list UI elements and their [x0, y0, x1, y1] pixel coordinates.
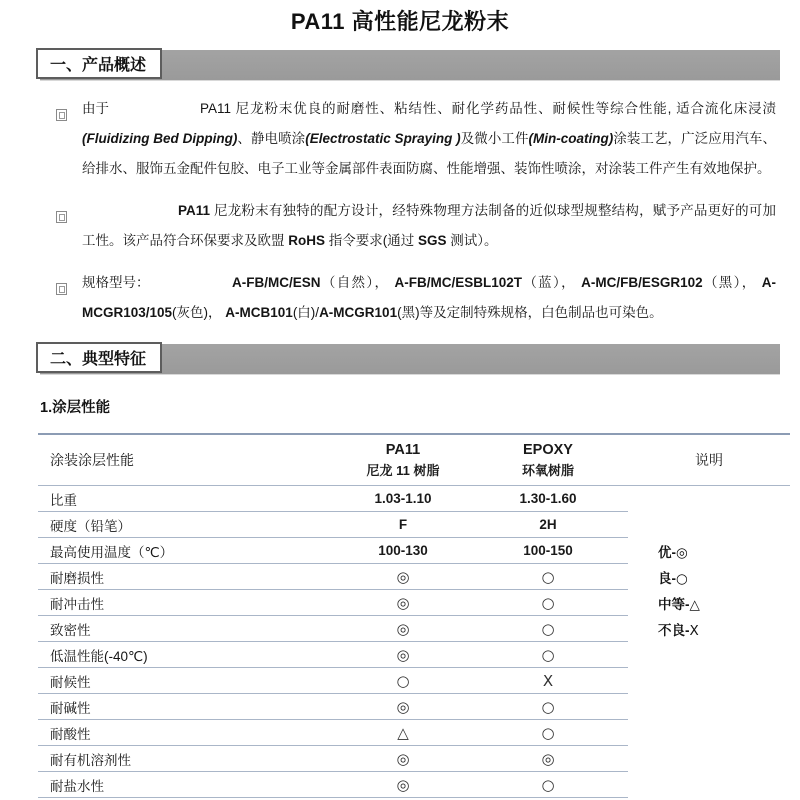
square-bullet-icon [56, 196, 82, 256]
row-value-pa11: 100-130 [338, 538, 468, 564]
header-epoxy-line2: 环氧树脂 [521, 463, 574, 479]
header-note: 说明 [628, 434, 790, 486]
row-value-epoxy: 100-150 [468, 538, 628, 564]
header-pa11-line1: PA11 [385, 441, 421, 458]
legend-cell [628, 746, 790, 772]
para3-seg11: (黑)等及定制特殊规格，白色制品也可染色。 [397, 305, 663, 320]
row-value-epoxy: ○ [468, 694, 628, 720]
header-pa11 [338, 434, 468, 486]
row-property-label: 耐酸性 [38, 720, 338, 746]
para1-seg0: PA11 尼龙粉末优良的耐磨性、粘结性、耐化学药品性、耐候性等综合性能, 适合流化床浸渍 [200, 101, 776, 116]
section-title-1: 一、产品概述 [36, 48, 162, 79]
para3-seg9: (白)/ [292, 305, 320, 320]
legend-cell [628, 512, 790, 538]
coating-performance-table [38, 433, 790, 798]
row-property-label: 耐碱性 [38, 694, 338, 720]
legend-symbol: ◎ [676, 544, 688, 561]
legend-label: 不良- [658, 622, 690, 638]
legend-label: 中等- [658, 596, 690, 612]
legend-symbol: X [689, 622, 699, 639]
para1-seg3: (Electrostatic Spraying ) [305, 131, 461, 146]
square-bullet-icon [56, 94, 82, 184]
para2-seg0: PA11 [178, 203, 211, 218]
legend-label: 良- [658, 570, 676, 586]
table-row [38, 616, 790, 642]
row-property-label: 低温性能(-40℃) [38, 642, 338, 668]
row-value-epoxy: ○ [468, 564, 628, 590]
paragraph-text-1 [82, 94, 776, 184]
para3-seg8: A-MCB101 [225, 305, 293, 320]
row-property-label: 比重 [38, 486, 338, 512]
row-value-epoxy: ○ [468, 720, 628, 746]
row-value-pa11: ◎ [338, 746, 468, 772]
paragraph-block-1 [56, 94, 776, 184]
section-title-2: 二、典型特征 [36, 342, 162, 373]
row-value-epoxy: ◎ [468, 746, 628, 772]
para2-seg4: SGS [418, 233, 447, 248]
legend-cell [628, 486, 790, 512]
legend-cell [628, 772, 790, 798]
para3-seg3: （蓝）， [521, 275, 582, 290]
table-row [38, 694, 790, 720]
para2-seg5: 测试）。 [446, 233, 498, 248]
row-value-pa11: ○ [338, 668, 468, 694]
row-value-pa11: ◎ [338, 642, 468, 668]
para3-seg2: A-FB/MC/ESBL102T [394, 275, 522, 290]
table-row [38, 486, 790, 512]
table-row [38, 538, 790, 564]
table-row [38, 642, 790, 668]
para2-seg1: 尼龙粉末有独特的配方设计，经特殊物理方法制备的近似球型规整结构，赋予产品更好的可加工性。该产品符合环保要求及欧盟 [82, 203, 776, 248]
row-value-pa11: 1.03-1.10 [338, 486, 468, 512]
subsection-title-coating-performance: 1.涂层性能 [40, 400, 111, 416]
paragraph-lead-1: 由于 [82, 101, 109, 116]
paragraph-text-2 [82, 196, 776, 256]
row-value-pa11: ◎ [338, 590, 468, 616]
row-value-pa11: ◎ [338, 694, 468, 720]
legend-cell [628, 642, 790, 668]
legend-cell [628, 590, 790, 616]
para3-seg7: (灰色)， [172, 305, 226, 320]
header-epoxy [468, 434, 628, 486]
legend-symbol: △ [689, 596, 700, 613]
row-value-pa11: ◎ [338, 564, 468, 590]
para3-seg4: A-MC/FB/ESGR102 [581, 275, 703, 290]
table-header-row [38, 434, 790, 486]
row-value-epoxy: ○ [468, 616, 628, 642]
table-body [38, 486, 790, 798]
section-header-bar-2 [40, 344, 780, 374]
legend-cell [628, 668, 790, 694]
paragraph-block-2 [56, 196, 776, 256]
row-property-label: 耐盐水性 [38, 772, 338, 798]
para1-seg2: 、静电喷涂 [237, 131, 306, 146]
paragraph-lead-3: 规格型号： [82, 275, 150, 290]
row-value-epoxy: 1.30-1.60 [468, 486, 628, 512]
row-property-label: 耐有机溶剂性 [38, 746, 338, 772]
para1-seg1: (Fluidizing Bed Dipping) [82, 131, 238, 146]
table-row [38, 512, 790, 538]
row-property-label: 硬度（铅笔） [38, 512, 338, 538]
header-pa11-line2: 尼龙 11 树脂 [366, 463, 440, 479]
legend-cell [628, 564, 790, 590]
header-property: 涂装涂层性能 [38, 434, 338, 486]
row-value-epoxy: ○ [468, 590, 628, 616]
legend-label: 优- [658, 544, 676, 560]
legend-cell [628, 616, 790, 642]
paragraph-block-3 [56, 268, 776, 328]
para1-seg4: 及微小工件 [460, 131, 529, 146]
legend-symbol: ○ [676, 570, 688, 587]
para3-seg6: A-MCGR103/105 [82, 275, 776, 320]
row-value-pa11: ◎ [338, 772, 468, 798]
table-row [38, 746, 790, 772]
para1-seg6: 涂装工艺，广泛应用汽车、给排水、服饰五金配件包胶、电子工业等金属部件表面防腐、性能增强、装饰性喷涂，对涂装工件产生有效地保护。 [82, 131, 776, 176]
para3-seg1: （自然）， [320, 275, 395, 290]
row-value-epoxy: ○ [468, 642, 628, 668]
para3-seg10: A-MCGR101 [319, 305, 398, 320]
square-bullet-icon [56, 268, 82, 328]
para2-seg3: 指令要求(通过 [325, 233, 419, 248]
legend-cell [628, 538, 790, 564]
section-header-bar-1 [40, 50, 780, 80]
row-property-label: 耐冲击性 [38, 590, 338, 616]
table-row [38, 772, 790, 798]
row-value-pa11: ◎ [338, 616, 468, 642]
row-property-label: 致密性 [38, 616, 338, 642]
table-row [38, 564, 790, 590]
para3-seg0: A-FB/MC/ESN [232, 275, 321, 290]
legend-cell [628, 720, 790, 746]
row-value-epoxy: ○ [468, 772, 628, 798]
para1-seg5: (Min-coating) [528, 131, 614, 146]
table-row [38, 590, 790, 616]
para2-seg2: RoHS [288, 233, 326, 248]
row-value-pa11: △ [338, 720, 468, 746]
table-row [38, 668, 790, 694]
document-title: PA11 高性能尼龙粉末 [290, 9, 510, 34]
row-property-label: 耐磨损性 [38, 564, 338, 590]
para3-seg5: （黑）， [702, 275, 762, 290]
row-value-pa11: F [338, 512, 468, 538]
row-value-epoxy: X [468, 668, 628, 694]
legend-cell [628, 694, 790, 720]
row-value-epoxy: 2H [468, 512, 628, 538]
table-row [38, 720, 790, 746]
row-property-label: 最高使用温度（℃） [38, 538, 338, 564]
paragraph-text-3 [82, 268, 776, 328]
header-epoxy-line1: EPOXY [523, 441, 573, 458]
row-property-label: 耐候性 [38, 668, 338, 694]
